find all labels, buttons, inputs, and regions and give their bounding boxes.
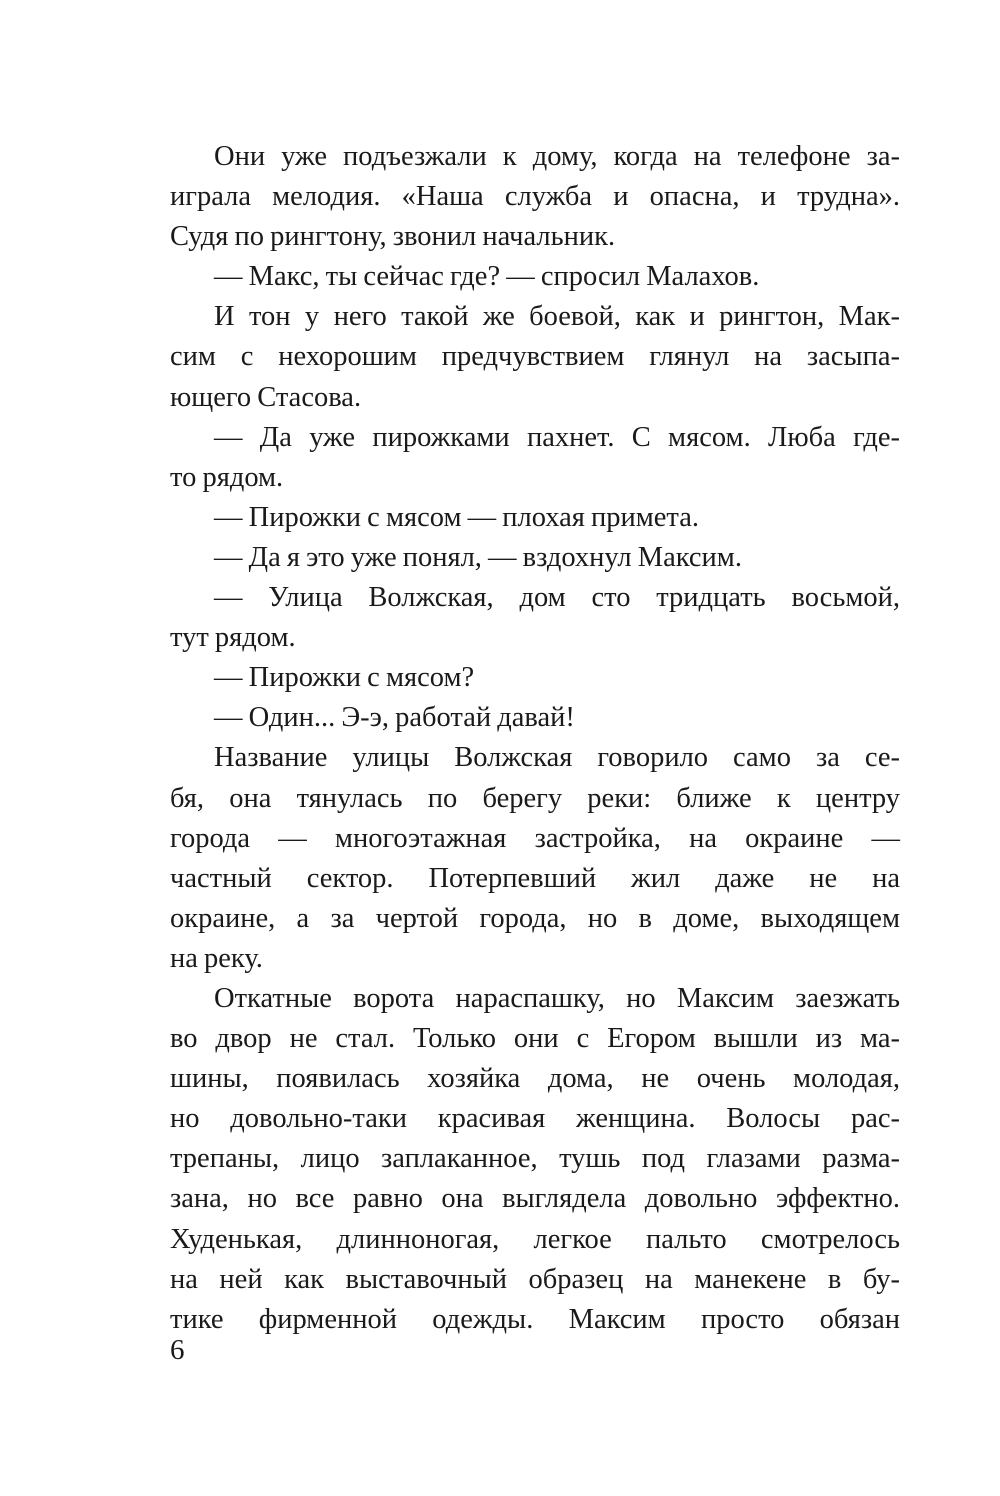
text-line: Судя по рингтону, звонил начальник. [170, 221, 616, 253]
text-line: Худенькая, длинноногая, легкое пальто смотрелось [170, 1223, 900, 1255]
text-line: — Улица Волжская, дом сто тридцать восьмой, [214, 582, 900, 614]
body-text [170, 137, 900, 1340]
text-line: — Пирожки с мясом — плохая примета. [214, 501, 700, 533]
text-line: ющего Стасова. [170, 381, 362, 413]
text-line: шины, появилась хозяйка дома, не очень молодая, [170, 1063, 900, 1095]
text-line: — Да уже пирожками пахнет. С мясом. Люба где- [214, 421, 900, 453]
text-line: тут рядом. [170, 622, 296, 654]
text-line: во двор не стал. Только они с Егором вышли из ма- [170, 1023, 900, 1055]
text-line: зана, но все равно она выглядела довольно эффектно. [170, 1183, 900, 1215]
text-line: Название улицы Волжская говорило само за се- [214, 742, 900, 774]
text-line: — Да я это уже понял, — вздохнул Максим. [214, 541, 742, 573]
text-line: — Макс, ты сейчас где? — спросил Малахов. [214, 261, 760, 293]
text-line: на реку. [170, 942, 263, 974]
text-line: на ней как выставочный образец на манекене в бу- [170, 1263, 900, 1295]
text-line: частный сектор. Потерпевший жил даже не на [170, 862, 900, 894]
text-line: — Один... Э-э, работай давай! [214, 702, 575, 734]
text-line: сим с нехорошим предчувствием глянул на засыпа- [170, 341, 900, 373]
text-line: но довольно-таки красивая женщина. Волосы рас- [170, 1103, 900, 1135]
text-line: И тон у него такой же боевой, как и рингтон, Мак- [214, 301, 900, 333]
text-line: города — многоэтажная застройка, на окраине — [170, 822, 900, 854]
text-line: Откатные ворота нараспашку, но Максим заезжать [214, 982, 900, 1014]
text-line: играла мелодия. «Наша служба и опасна, и трудна». [170, 181, 900, 213]
text-line: тике фирменной одежды. Максим просто обязан [170, 1303, 900, 1335]
text-line: бя, она тянулась по берегу реки: ближе к центру [170, 782, 900, 814]
text-line: Они уже подъезжали к дому, когда на телефоне за- [214, 141, 900, 172]
text-line: окраине, а за чертой города, но в доме, выходящем [170, 902, 900, 934]
text-line: трепаны, лицо заплаканное, тушь под глазами разма- [170, 1143, 900, 1175]
text-line: — Пирожки с мясом? [214, 662, 475, 694]
page-number: 6 [170, 1334, 185, 1366]
text-line: то рядом. [170, 461, 284, 493]
